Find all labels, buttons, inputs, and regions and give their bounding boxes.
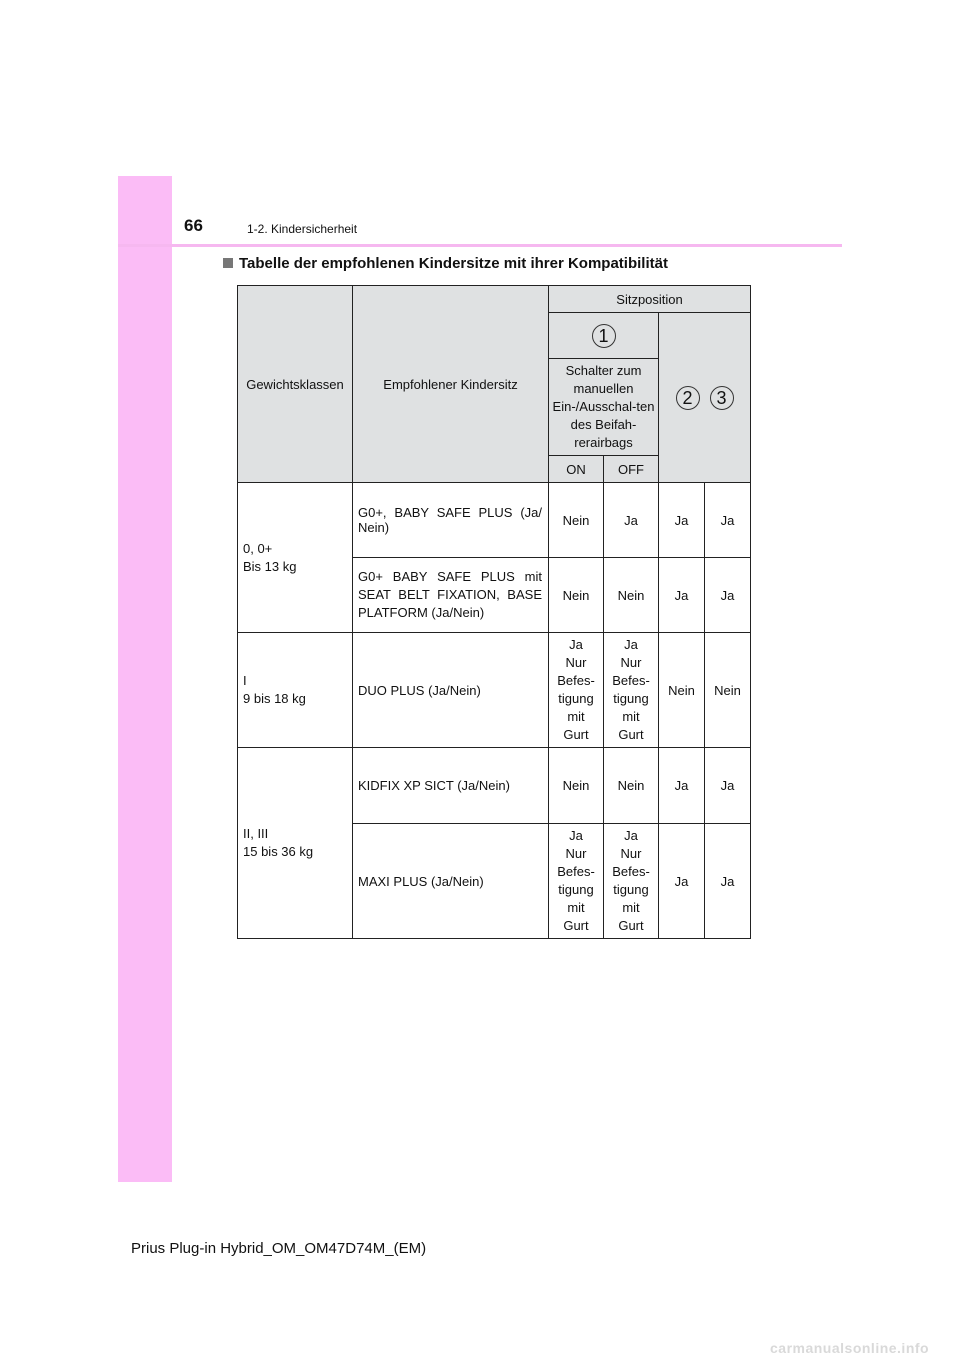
seat-name: MAXI PLUS (Ja/Nein) — [353, 824, 549, 939]
position-2-value: Nein — [659, 633, 705, 748]
position-1-cell — [549, 313, 659, 359]
airbag-off-value: Nein — [604, 748, 659, 824]
table-row — [238, 483, 751, 558]
seat-name: KIDFIX XP SICT (Ja/Nein) — [353, 748, 549, 824]
airbag-on-value: Nein — [549, 483, 604, 558]
position-2-number: 2 — [676, 386, 700, 410]
airbag-on-value: Nein — [549, 748, 604, 824]
seat-name: G0+ BABY SAFE PLUS mit SEAT BELT FIXATION, BASE PLATFORM (Ja/Nein) — [353, 558, 549, 633]
col-header-seat: Empfohlener Kindersitz — [353, 286, 549, 483]
position-2-value: Ja — [659, 483, 705, 558]
side-band — [118, 176, 172, 1182]
seat-name: G0+, BABY SAFE PLUS (Ja/ Nein) — [353, 483, 549, 558]
airbag-on-value: Ja Nur Befes- tigung mit Gurt — [549, 633, 604, 748]
page-number: 66 — [184, 216, 203, 235]
table-row — [238, 748, 751, 824]
table-row — [238, 633, 751, 748]
airbag-on-value: Ja Nur Befes- tigung mit Gurt — [549, 824, 604, 939]
footer-document-id: Prius Plug-in Hybrid_OM_OM47D74M_(EM) — [131, 1240, 427, 1257]
position-2-value: Ja — [659, 824, 705, 939]
table-heading-text: Tabelle der empfohlenen Kindersitze mit ihrer Kompatibilität — [239, 255, 668, 272]
position-23-cell — [659, 313, 751, 483]
watermark: carmanualsonline.info — [770, 1340, 930, 1356]
position-2-value: Ja — [659, 558, 705, 633]
airbag-off-value: Nein — [604, 558, 659, 633]
position-3-number: 3 — [710, 386, 734, 410]
position-3-value: Ja — [705, 483, 751, 558]
position-3-value: Ja — [705, 748, 751, 824]
compatibility-table — [237, 285, 751, 939]
section-title: 1-2. Kindersicherheit — [247, 222, 358, 236]
weight-class: I 9 bis 18 kg — [238, 633, 353, 748]
col-header-off: OFF — [604, 456, 659, 483]
airbag-off-value: Ja Nur Befes- tigung mit Gurt — [604, 824, 659, 939]
position-1-number: 1 — [592, 324, 616, 348]
airbag-off-value: Ja — [604, 483, 659, 558]
header-rule — [118, 244, 842, 247]
airbag-switch-label: Schalter zum manuellen Ein-/Ausschal-ten des Beifah-rerairbags — [549, 359, 659, 456]
square-bullet-icon — [223, 258, 233, 268]
position-3-value: Nein — [705, 633, 751, 748]
seat-name: DUO PLUS (Ja/Nein) — [353, 633, 549, 748]
weight-class: 0, 0+ Bis 13 kg — [238, 483, 353, 633]
weight-class: II, III 15 bis 36 kg — [238, 748, 353, 939]
airbag-on-value: Nein — [549, 558, 604, 633]
airbag-off-value: Ja Nur Befes- tigung mit Gurt — [604, 633, 659, 748]
col-header-position: Sitzposition — [549, 286, 751, 313]
position-3-value: Ja — [705, 824, 751, 939]
position-2-value: Ja — [659, 748, 705, 824]
table-heading — [223, 255, 668, 272]
col-header-weight: Gewichtsklassen — [238, 286, 353, 483]
col-header-on: ON — [549, 456, 604, 483]
position-3-value: Ja — [705, 558, 751, 633]
